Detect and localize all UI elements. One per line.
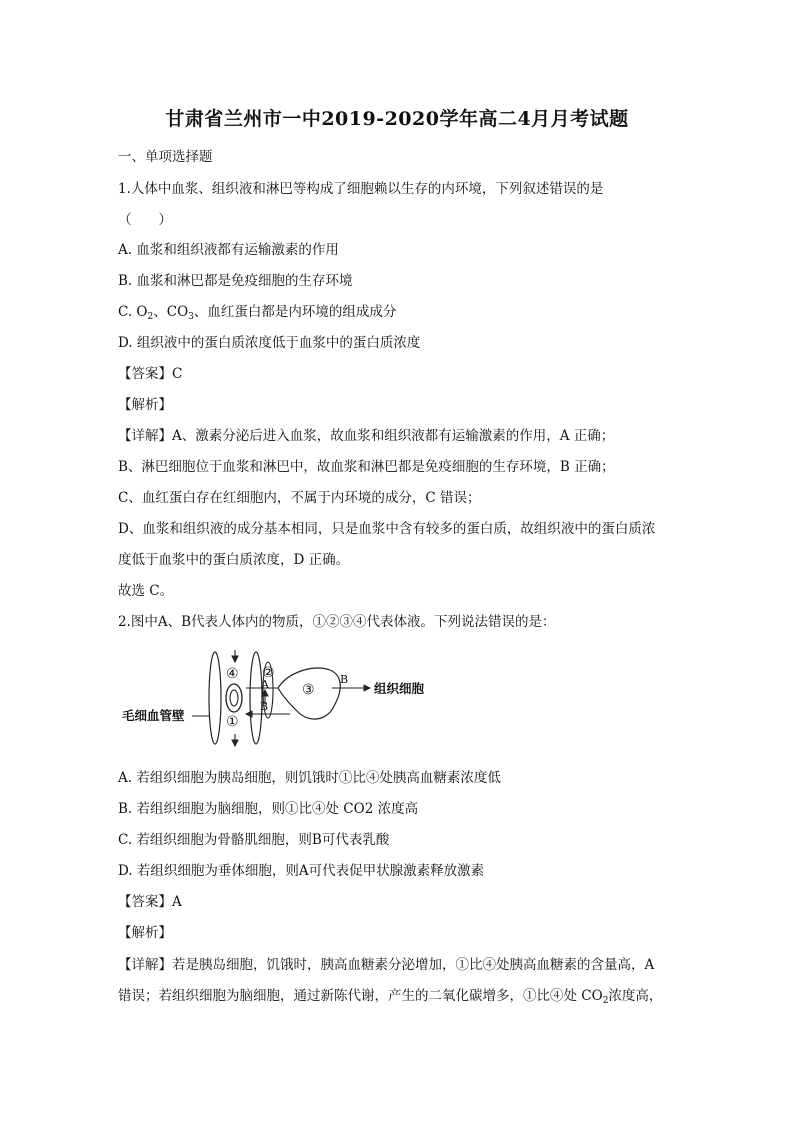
label-b-left: B — [260, 700, 269, 713]
q2-detail-2-sub: 2 — [602, 996, 609, 1006]
q2-option-a: A. 若组织细胞为胰岛细胞，则饥饿时①比④处胰高血糖素浓度低 — [118, 770, 501, 786]
capillary-wall-right — [250, 652, 262, 744]
q2-analysis: 【解析】 — [118, 925, 172, 941]
blood-cell-inner — [230, 690, 238, 706]
q1-option-c-pre: C. O — [118, 304, 148, 320]
q1-detail-2: B、淋巴细胞位于血浆和淋巴中，故血浆和淋巴都是免疫细胞的生存环境，B 正确； — [118, 459, 615, 475]
label-tissue-cell: 组织细胞 — [374, 681, 425, 696]
q1-detail-1: 【详解】A、激素分泌后进入血浆，故血浆和组织液都有运输激素的作用，A 正确； — [118, 428, 615, 444]
label-a: A — [261, 678, 269, 691]
q1-option-d: D. 组织液中的蛋白质浓度低于血浆中的蛋白质浓度 — [118, 335, 421, 351]
capillary-wall-left — [209, 652, 221, 744]
q1-stem: 1.人体中血浆、组织液和淋巴等构成了细胞赖以生存的内环境，下列叙述错误的是 — [118, 181, 604, 197]
q2-option-d: D. 若组织细胞为垂体细胞，则A可代表促甲状腺激素释放激素 — [118, 863, 485, 879]
q2-detail-1: 【详解】若是胰岛细胞，饥饿时，胰高血糖素分泌增加，①比④处胰高血糖素的含量高，A — [118, 957, 655, 973]
q1-option-c-sub1: 2 — [147, 312, 154, 322]
body-fluid-diagram — [118, 646, 448, 750]
q1-detail-3: C、血红蛋白存在红细胞内，不属于内环境的成分，C 错误； — [118, 490, 481, 506]
q2-detail-2-pre: 错误；若组织细胞为脑细胞，通过新陈代谢，产生的二氧化碳增多，①比④处 CO — [118, 988, 603, 1004]
q1-answer: 【答案】C — [118, 366, 183, 382]
label-n3: ③ — [302, 682, 315, 698]
q1-detail-5: 度低于血浆中的蛋白质浓度，D 正确。 — [118, 552, 350, 568]
label-n4: ④ — [226, 666, 239, 682]
q1-conclusion: 故选 C。 — [118, 583, 174, 599]
q2-option-c: C. 若组织细胞为骨骼肌细胞，则B可代表乳酸 — [118, 832, 390, 848]
q2-detail-2-post: 浓度高， — [608, 988, 663, 1004]
q1-option-c-sub2: 3 — [188, 312, 194, 322]
label-n1: ① — [226, 714, 239, 730]
q1-paren: （ ） — [118, 212, 172, 228]
page-title: 甘肃省兰州市一中2019-2020学年高二4月月考试题 — [165, 108, 629, 130]
q1-option-c-mid: 、CO — [153, 304, 189, 320]
q2-stem: 2.图中A、B代表人体内的物质，①②③④代表体液。下列说法错误的是： — [118, 614, 556, 630]
label-b-right: B — [340, 673, 349, 686]
q1-option-c — [118, 302, 396, 327]
label-n2: ② — [262, 665, 275, 681]
q1-option-b: B. 血浆和淋巴都是免疫细胞的生存环境 — [118, 273, 353, 289]
label-capillary-wall: 毛细血管壁 — [122, 708, 185, 723]
q1-detail-4: D、血浆和组织液的成分基本相同，只是血浆中含有较多的蛋白质，故组织液中的蛋白质浓 — [118, 521, 656, 537]
q2-option-b: B. 若组织细胞为脑细胞，则①比④处 CO2 浓度高 — [118, 801, 419, 817]
q1-option-a: A. 血浆和组织液都有运输激素的作用 — [118, 242, 339, 258]
q1-option-c-post: 、血红蛋白都是内环境的组成成分 — [193, 304, 397, 320]
q1-analysis: 【解析】 — [118, 397, 172, 413]
q2-detail-2 — [118, 986, 662, 1011]
blood-cell-outer — [226, 684, 242, 712]
q2-answer: 【答案】A — [118, 894, 182, 910]
section-heading: 一、单项选择题 — [118, 149, 213, 165]
